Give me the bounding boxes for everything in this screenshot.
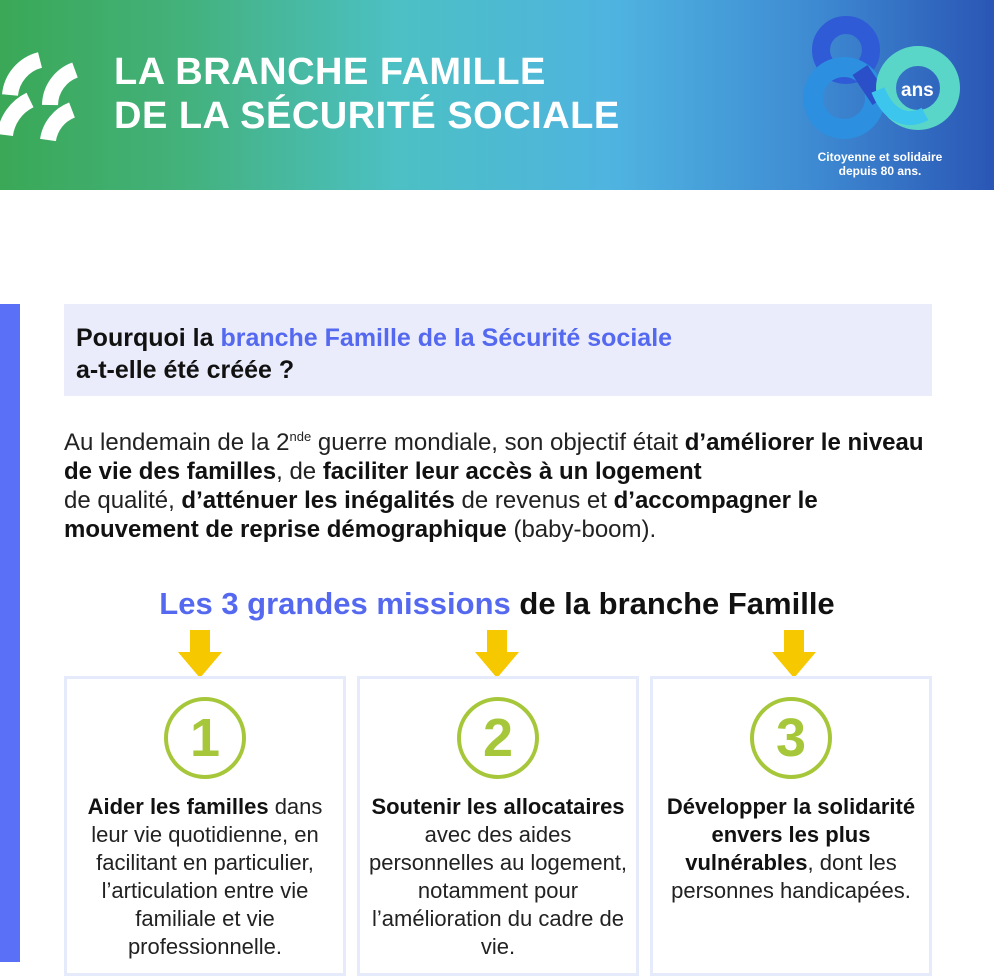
logo-badge-text: ans: [901, 80, 934, 101]
side-accent-bar: [0, 304, 20, 962]
mission-card-3: [650, 676, 932, 976]
question-box: [64, 304, 932, 396]
intro-text: de revenus et: [454, 487, 614, 514]
header-banner: [0, 0, 994, 190]
intro-bold: d’atténuer les inégalités: [181, 487, 455, 514]
missions-heading: [0, 584, 994, 624]
intro-text: de qualité,: [64, 487, 182, 514]
missions-heading-rest: de la branche Famille: [510, 586, 835, 621]
intro-text: guerre mondiale, son objectif était: [311, 429, 685, 456]
page-title-line1: LA BRANCHE FAMILLE: [114, 51, 546, 93]
question-heading: [76, 322, 672, 386]
intro-superscript: nde: [289, 429, 312, 444]
missions-heading-accent: Les 3 grandes missions: [159, 586, 511, 621]
intro-bold: d’améliorer le niveau de vie des familles: [64, 429, 924, 485]
mission-bold-text: Soutenir les allocataires: [371, 794, 625, 819]
mission-description: [661, 793, 921, 905]
page-title-line2: DE LA SÉCURITÉ SOCIALE: [114, 95, 620, 137]
mission-description: [368, 793, 628, 961]
decorative-arcs-icon: [0, 40, 90, 150]
question-highlight: branche Famille de la Sécurité sociale: [220, 324, 673, 352]
logo-caption: [800, 150, 960, 178]
down-arrow-icon: [178, 630, 222, 680]
question-prefix: Pourquoi la: [76, 324, 221, 352]
down-arrow-icon: [772, 630, 816, 680]
intro-bold: d’accompagner le mouvement de reprise démographique: [64, 487, 818, 543]
mission-number-badge: 3: [750, 697, 832, 779]
mission-text: dans leur vie quotidienne, en facilitant en particulier, l’articulation entre vie familiale et vie professionnelle.: [91, 794, 323, 959]
page-title: [114, 50, 620, 138]
mission-number-badge: 2: [457, 697, 539, 779]
logo-caption-line2: depuis 80 ans.: [838, 164, 922, 178]
intro-text: Au lendemain de la 2: [64, 429, 290, 456]
mission-text: , dont les personnes handicapées.: [671, 850, 911, 903]
logo-caption-line1: Citoyenne et solidaire: [817, 150, 943, 164]
mission-number-badge: 1: [164, 697, 246, 779]
intro-text: (baby-boom).: [506, 516, 657, 543]
down-arrow-icon: [475, 630, 519, 680]
mission-bold-text: Aider les familles: [87, 794, 269, 819]
mission-card-2: [357, 676, 639, 976]
question-line2: a-t-elle été créée ?: [76, 356, 295, 384]
mission-bold-text: Développer la solidarité envers les plus vulnérables: [666, 794, 916, 875]
intro-paragraph: [64, 428, 924, 544]
mission-card-1: [64, 676, 346, 976]
intro-text: , de: [276, 458, 323, 485]
mission-description: [75, 793, 335, 961]
mission-text: avec des aides personnelles au logement, notamment pour l’amélioration du cadre de vie.: [368, 822, 628, 959]
intro-bold: faciliter leur accès à un logement: [322, 458, 702, 485]
